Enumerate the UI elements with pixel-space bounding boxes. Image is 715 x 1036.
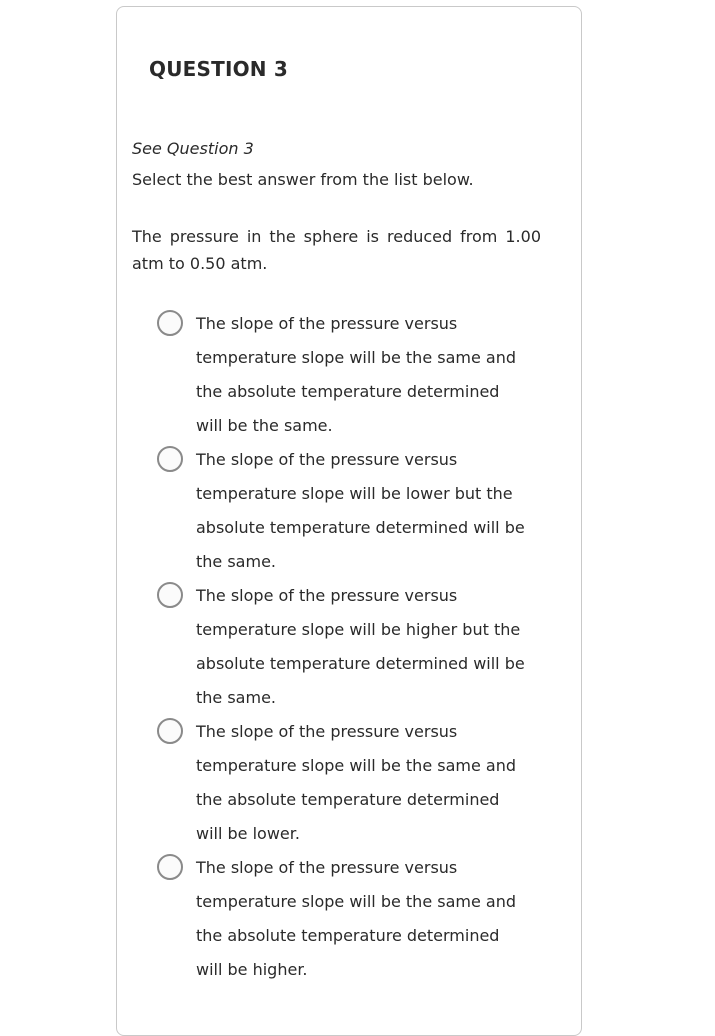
answer-option-text: The slope of the pressure versus temperature slope will be higher but the absolute temperature determined will be the same. bbox=[196, 586, 525, 707]
radio-button-icon[interactable] bbox=[157, 310, 183, 336]
question-instruction: Select the best answer from the list below. bbox=[132, 170, 474, 189]
radio-button-icon[interactable] bbox=[157, 854, 183, 880]
answer-option-2[interactable] bbox=[157, 443, 567, 579]
radio-button-icon[interactable] bbox=[157, 582, 183, 608]
radio-button-icon[interactable] bbox=[157, 446, 183, 472]
radio-button-icon[interactable] bbox=[157, 718, 183, 744]
question-card bbox=[116, 6, 582, 1036]
question-stem: The pressure in the sphere is reduced from 1.00 atm to 0.50 atm. bbox=[132, 227, 541, 273]
answer-option-text: The slope of the pressure versus temperature slope will be the same and the absolute temperature determined will be lower. bbox=[196, 722, 517, 843]
answer-option-text: The slope of the pressure versus temperature slope will be the same and the absolute temperature determined will be higher. bbox=[196, 858, 517, 979]
answer-option-text: The slope of the pressure versus temperature slope will be lower but the absolute temperature determined will be the same. bbox=[196, 450, 525, 571]
answer-option-text: The slope of the pressure versus temperature slope will be the same and the absolute temperature determined will be the same. bbox=[196, 314, 517, 435]
question-reference: See Question 3 bbox=[132, 139, 254, 158]
answer-options bbox=[157, 307, 567, 987]
answer-option-4[interactable] bbox=[157, 715, 567, 851]
answer-option-1[interactable] bbox=[157, 307, 567, 443]
answer-option-3[interactable] bbox=[157, 579, 567, 715]
answer-option-5[interactable] bbox=[157, 851, 567, 987]
question-title: QUESTION 3 bbox=[149, 57, 289, 81]
